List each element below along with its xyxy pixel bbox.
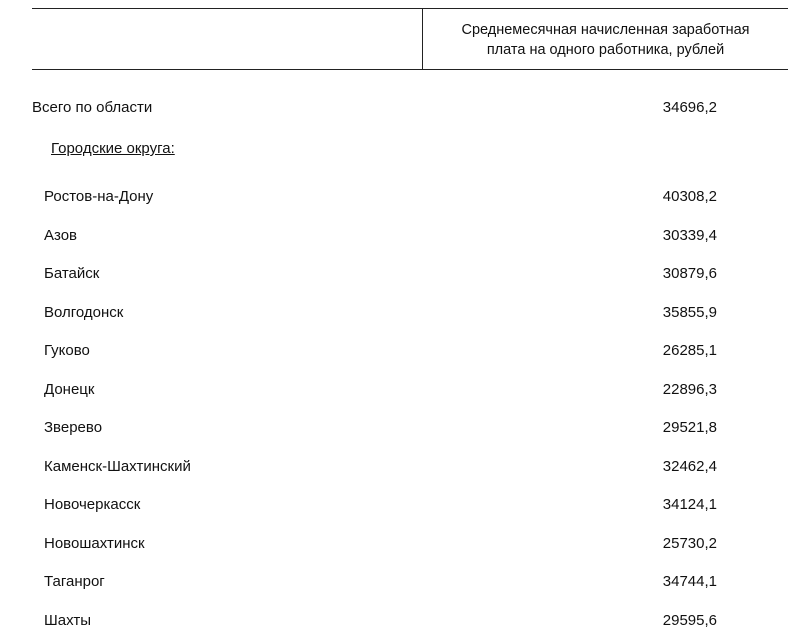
row-value: 34744,1 — [662, 573, 717, 590]
row-label: Зверево — [44, 419, 103, 436]
row-value: 40308,2 — [662, 188, 717, 205]
table-row — [0, 302, 801, 324]
row-value: 29595,6 — [662, 611, 717, 629]
table-row — [0, 610, 801, 632]
row-value: 30339,4 — [662, 226, 717, 244]
row-value: 35855,9 — [662, 303, 717, 321]
row-label: Гуково — [44, 342, 90, 359]
value-column-header — [423, 20, 788, 60]
table-row — [0, 379, 801, 401]
row-label: Донецк — [44, 380, 95, 398]
row-value: 26285,1 — [662, 342, 717, 359]
total-row — [0, 97, 801, 119]
row-value: 34124,1 — [662, 496, 717, 513]
total-row-label: Всего по области — [32, 99, 153, 116]
row-label: Каменск-Шахтинский — [44, 457, 191, 475]
row-value: 22896,3 — [662, 380, 717, 398]
section-heading-city-districts: Городские округа: — [51, 140, 175, 157]
row-label: Волгодонск — [44, 303, 124, 321]
table-row — [0, 340, 801, 362]
value-column-header-line-2: плата на одного работника, рублей — [486, 42, 725, 58]
row-label: Новочеркасск — [44, 496, 141, 513]
row-label: Батайск — [44, 265, 100, 282]
table-row — [0, 186, 801, 208]
row-label: Таганрог — [44, 573, 105, 590]
row-label: Ростов-на-Дону — [44, 188, 154, 205]
table-row — [0, 571, 801, 593]
table-row — [0, 494, 801, 516]
row-label: Новошахтинск — [44, 534, 145, 552]
row-value: 32462,4 — [662, 457, 717, 475]
table-row — [0, 417, 801, 439]
row-value: 25730,2 — [662, 534, 717, 552]
row-label: Азов — [44, 226, 78, 244]
table-row — [0, 263, 801, 285]
row-value: 30879,6 — [662, 265, 717, 282]
table-row — [0, 225, 801, 247]
table-row — [0, 533, 801, 555]
table-row — [0, 456, 801, 478]
row-label: Шахты — [44, 611, 92, 629]
value-column-header-line-1: Среднемесячная начисленная заработная — [461, 22, 750, 38]
row-value: 29521,8 — [662, 419, 717, 436]
table-header — [32, 8, 788, 70]
total-row-value: 34696,2 — [662, 99, 717, 116]
